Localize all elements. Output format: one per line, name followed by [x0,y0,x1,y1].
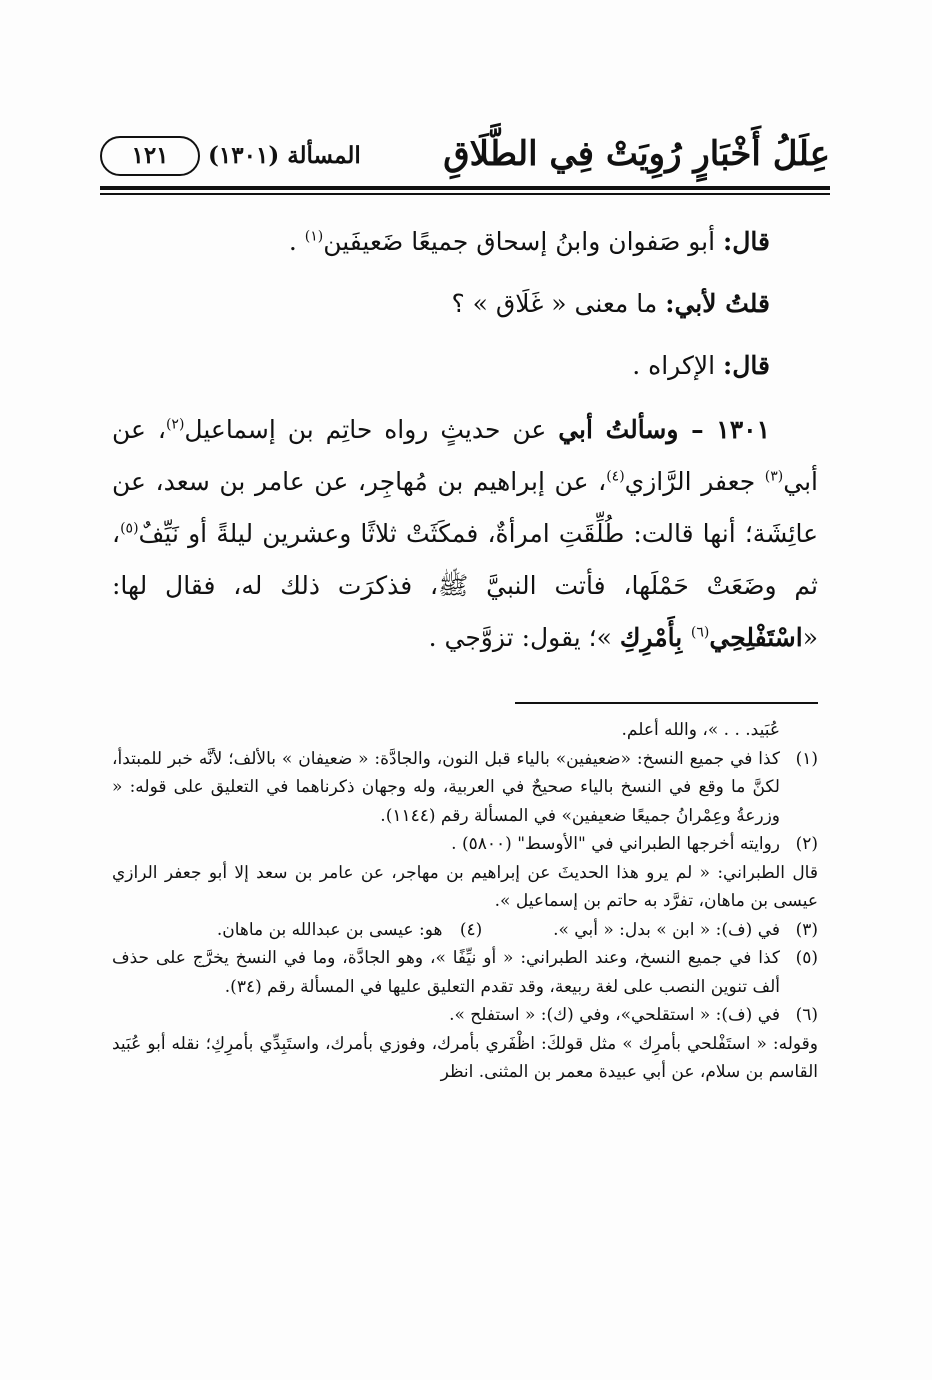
footnote-number: (٣) [795,919,818,940]
question-number: ١٣٠١ – وسألتُ أبي [558,415,771,444]
hadith-word: اسْتَفْلِحِي [709,623,803,652]
footnote-ref[interactable]: (٦) [690,624,710,641]
body-line [112,216,818,268]
body-line [112,278,818,330]
footnote-text: كذا في جميع النسخ، وعند الطبراني: « أو نيِّفًا »، وهو الجادَّة، وما في النسخ يخرَّج على حذف ألف تنوين النصب على لغة ربيعة، وقد تقدم التعليق عليها في المسألة رقم (٣٤). [112,948,780,997]
question-paragraph: ١٣٠١ – وسألتُ أبي عن حديثٍ رواه حاتِم بن إسماعيل$^{(٢)}$، عن أبي$^{(٣)}$ جعفر الرَّازي$^{(٤)}$، عن إبراهيم بن مُهاجِر، عن عامر بن سعد، عن عائِشَة؛ أنها قالت: طُلِّقَتِ امرأةٌ، فمكَثَتْ ثلاثًا وعشرين ليلةً أو نَيِّفٌ$^{(٥)}$، ثم وضَعَتْ حَمْلَها، فأتت النبيَّ ﷺ، فذكرَت ذلك له، فقال لها: «اسْتَفْلِحِي$^{(٦)}$ بِأَمْرِكِ »؛ يقول: تزوَّجي . [112,415,818,652]
footnote-item [112,830,818,859]
footnote-ref[interactable]: (١) [304,228,324,245]
footnotes [112,716,818,1087]
footnote-number: (١) [795,748,818,769]
footnote-number: (٢) [795,834,818,854]
book-title: عِلَلُ أَخْبَارٍ رُوِيَتْ فِي الطَّلَاقِ [443,134,830,174]
footnote-text: في (ف): « ابن » بدل: « أبي ». [553,919,780,940]
footnote-separator [515,702,818,704]
speaker-label: قال: [723,227,770,256]
speaker-label: قلتُ لأبي: [665,289,770,318]
footnote-text: كذا في جميع النسخ: «ضعيفين» بالياء قبل النون، والجادَّة: « ضعيفان » بالألف؛ لأنَّه خبر للمبتدأ، لكنَّ ما وقع في النسخ بالياء صحيحٌ في العربية، وله وجهان ذكرناهما في التعليق على قوله: « وزرعةُ وعِمْرانُ جميعًا ضعيفين» في المسألة رقم (١١٤٤). [112,748,780,826]
footnote-item [112,1001,818,1030]
header-rule-thick [100,186,830,190]
running-header [100,128,830,180]
header-rule-thin [100,193,830,195]
line-text: أبو صَفوان وابنُ إسحاق جميعًا ضَعيفَين [323,227,724,256]
main-text [112,216,818,664]
footnote-ref[interactable]: (٤) [606,468,625,485]
hadith-word: بِأَمْرِكِ [619,623,691,652]
issue-number: المسألة (١٣٠١) [208,142,361,169]
footnote-ref[interactable]: (٥) [120,520,139,537]
footnote-number: (٦) [795,1005,818,1025]
footnote-item [112,745,818,831]
footnote-ref[interactable]: (٢) [165,416,185,433]
footnote-number: (٤) [459,919,483,940]
speaker-label: قال: [723,351,770,380]
page-number: ١٢١ [100,136,200,176]
footnote-text: روايته أخرجها الطبراني في "الأوسط" (٥٨٠٠) . [451,834,780,854]
footnote-continuation: وقوله: « استَفْلحي بأمرِك » مثل قولكَ: اظْفَري بأمرك، وفوزي بأمرك، واستَبِدِّي بأمرِكِ؛ نقله أبو عُبَيد القاسم بن سلام، عن أبي عبيدة معمر بن المثنى. انظر [112,1033,818,1082]
line-text: الإكراه . [632,351,724,380]
footnote-text: في (ف): « استقلحي»، وفي (ك): « استفلح ». [449,1005,780,1025]
footnote-continuation: قال الطبراني: « لم يرو هذا الحديثَ عن إبراهيم بن مهاجر، عن عامر بن سعد إلا أبو جعفر الرازي عيسى بن ماهان، تفرَّد به حاتم بن إسماعيل ». [112,862,818,911]
footnote-carryover: عُبَيد. . . »، والله أعلم. [621,720,780,740]
footnote-text: هو: عيسى بن عبدالله بن ماهان. [216,919,443,940]
footnote-ref[interactable]: (٣) [764,468,784,485]
line-text: ما معنى « غَلَاق » ؟ [451,289,666,318]
line-end: . [288,227,297,256]
footnote-number: (٥) [795,948,818,968]
footnote-item [112,944,818,1001]
footnote-item [112,916,818,945]
body-line [112,340,818,392]
